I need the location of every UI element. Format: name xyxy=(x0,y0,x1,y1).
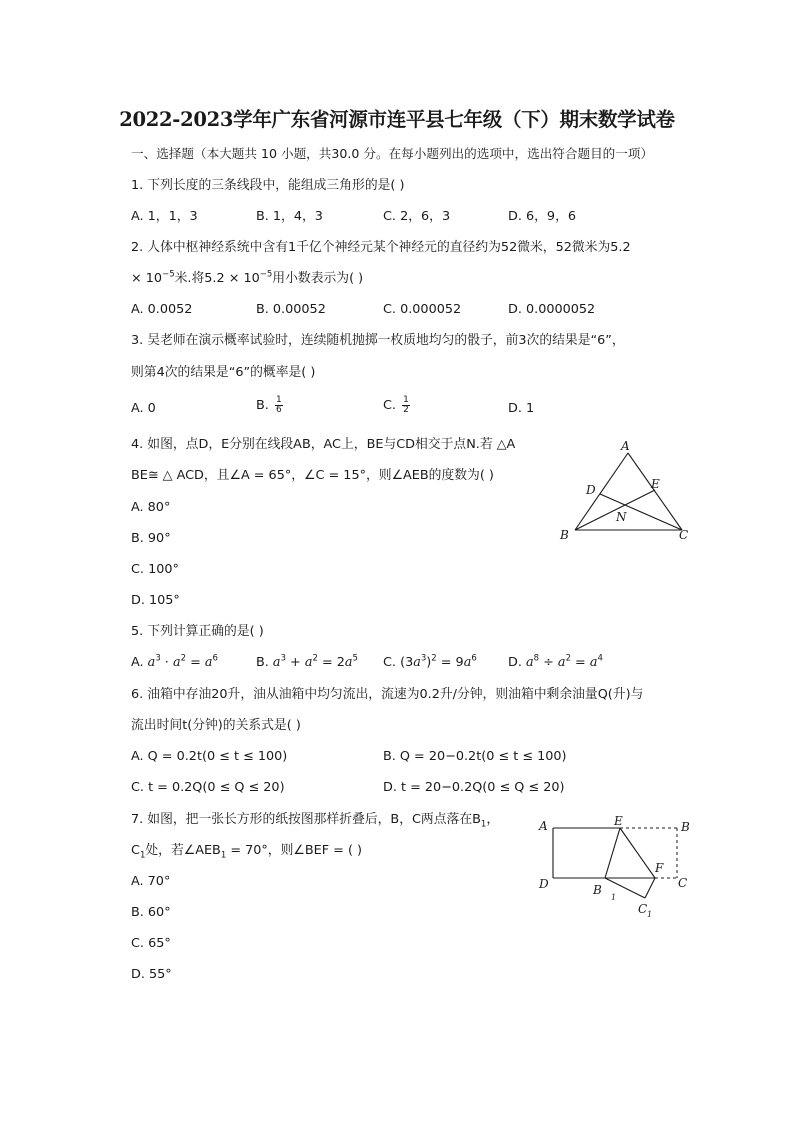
label-c: C xyxy=(679,528,689,542)
q1-option-c: C. 2，6，3 xyxy=(383,209,451,224)
fig7-label-b: B xyxy=(681,820,690,834)
q5-option-a: A. $a^3 \cdot a^2 = a^6$ xyxy=(131,653,218,670)
fig7-label-d: D xyxy=(539,877,549,891)
fig7-label-b1-sub: 1 xyxy=(611,893,617,902)
q7-option-b: B. 60° xyxy=(131,905,171,920)
folded-rectangle-figure-q7 xyxy=(535,812,700,922)
q5-option-b: B. $a^3 + a^2 = 2a^5$ xyxy=(256,653,358,670)
fig7-label-c: C xyxy=(678,876,688,890)
q5-option-c: C. $(3a^3)^2 = 9a^6$ xyxy=(383,653,477,670)
q5-option-d: D. $a^8 \div a^2 = a^4$ xyxy=(508,653,603,670)
label-b: B xyxy=(560,528,569,542)
page-title: 2022-2023学年广东省河源市连平县七年级（下）期末数学试卷 xyxy=(119,108,675,131)
q4-option-a: A. 80° xyxy=(131,500,171,515)
q2-option-d: D. 0.0000052 xyxy=(508,302,596,317)
q1-option-d: D. 6，9，6 xyxy=(508,209,577,224)
question-4-stem-line2: BE≅ △ ACD，且∠A = 65°，∠C = 15°，则∠AEB的度数为( ) xyxy=(131,468,494,483)
section-heading: 一、选择题（本大题共 10 小题，共30.0 分。在每小题列出的选项中，选出符合题目的一项） xyxy=(131,146,654,161)
question-2-stem-line2: × $10^{-5}$米.将$5.2 \times 10^{-5}$用小数表示为( ) xyxy=(131,269,364,286)
q1-option-b: B. 1，4，3 xyxy=(256,209,323,224)
fraction-one-half: $\frac{1}{2}$ xyxy=(403,395,409,415)
label-a: A xyxy=(621,439,630,453)
question-3-stem-line2: 则第4次的结果是“6”的概率是( ) xyxy=(131,365,316,380)
question-6-stem-line1: 6. 油箱中存油20升，油从油箱中均匀流出，流速为0.2升/分钟，则油箱中剩余油量Q(升)与 xyxy=(131,687,644,702)
fig7-label-f: F xyxy=(655,861,664,875)
q2-option-b: B. 0.00052 xyxy=(256,302,326,317)
q3-option-a: A. 0 xyxy=(131,401,156,416)
question-7-stem-line2: $C_1$处，若$\angle AEB_1 = 70^\circ$，则∠BEF = ( ) xyxy=(131,843,363,861)
question-2-stem-line1: 2. 人体中枢神经系统中含有1千亿个神经元某个神经元的直径约为52微米，52微米为5.2 xyxy=(131,240,631,255)
q4-option-c: C. 100° xyxy=(131,562,179,577)
question-6-stem-line2: 流出时间t(分钟)的关系式是( ) xyxy=(131,718,301,733)
q3-option-c: C. $\frac{1}{2}$ xyxy=(383,395,409,415)
q2-option-a: A. 0.0052 xyxy=(131,302,193,317)
q6-option-c: C. t = 0.2Q(0 ≤ Q ≤ 20) xyxy=(131,780,285,795)
q6-option-a: A. Q = 0.2t(0 ≤ t ≤ 100) xyxy=(131,749,288,764)
q7-option-c: C. 65° xyxy=(131,936,171,951)
label-n: N xyxy=(616,510,627,524)
fig7-label-e: E xyxy=(614,814,623,828)
question-4-stem-line1: 4. 如图，点D，E分别在线段AB，AC上，BE与CD相交于点N.若 △A xyxy=(131,437,516,452)
q3-option-d: D. 1 xyxy=(508,401,535,416)
fig7-label-c1: C xyxy=(638,902,648,916)
q7-option-a: A. 70° xyxy=(131,874,171,889)
question-3-stem-line1: 3. 吴老师在演示概率试验时，连续随机抛掷一枚质地均匀的骰子，前3次的结果是“6”， xyxy=(131,333,625,348)
fig7-label-a: A xyxy=(539,819,548,833)
q1-option-a: A. 1，1，3 xyxy=(131,209,198,224)
triangle-figure-q4 xyxy=(555,435,700,550)
q2-option-c: C. 0.000052 xyxy=(383,302,462,317)
q4-option-b: B. 90° xyxy=(131,531,171,546)
question-7-stem-line1: 7. 如图，把一张长方形的纸按图那样折叠后，B，C两点落在$B_1$， xyxy=(131,812,500,830)
q4-option-d: D. 105° xyxy=(131,593,180,608)
q3-option-b: B. $\frac{1}{6}$ xyxy=(256,395,282,415)
q6-option-b: B. Q = 20−0.2t(0 ≤ t ≤ 100) xyxy=(383,749,567,764)
fig7-label-c1-sub: 1 xyxy=(647,910,653,919)
label-e: E xyxy=(651,477,660,491)
question-1-stem: 1. 下列长度的三条线段中，能组成三角形的是( ) xyxy=(131,178,405,193)
q7-option-d: D. 55° xyxy=(131,967,172,982)
fig7-label-b1: B xyxy=(593,883,602,897)
fraction-one-sixth: $\frac{1}{6}$ xyxy=(275,395,282,415)
label-d: D xyxy=(586,483,596,497)
q6-option-d: D. t = 20−0.2Q(0 ≤ Q ≤ 20) xyxy=(383,780,565,795)
question-5-stem: 5. 下列计算正确的是( ) xyxy=(131,624,264,639)
